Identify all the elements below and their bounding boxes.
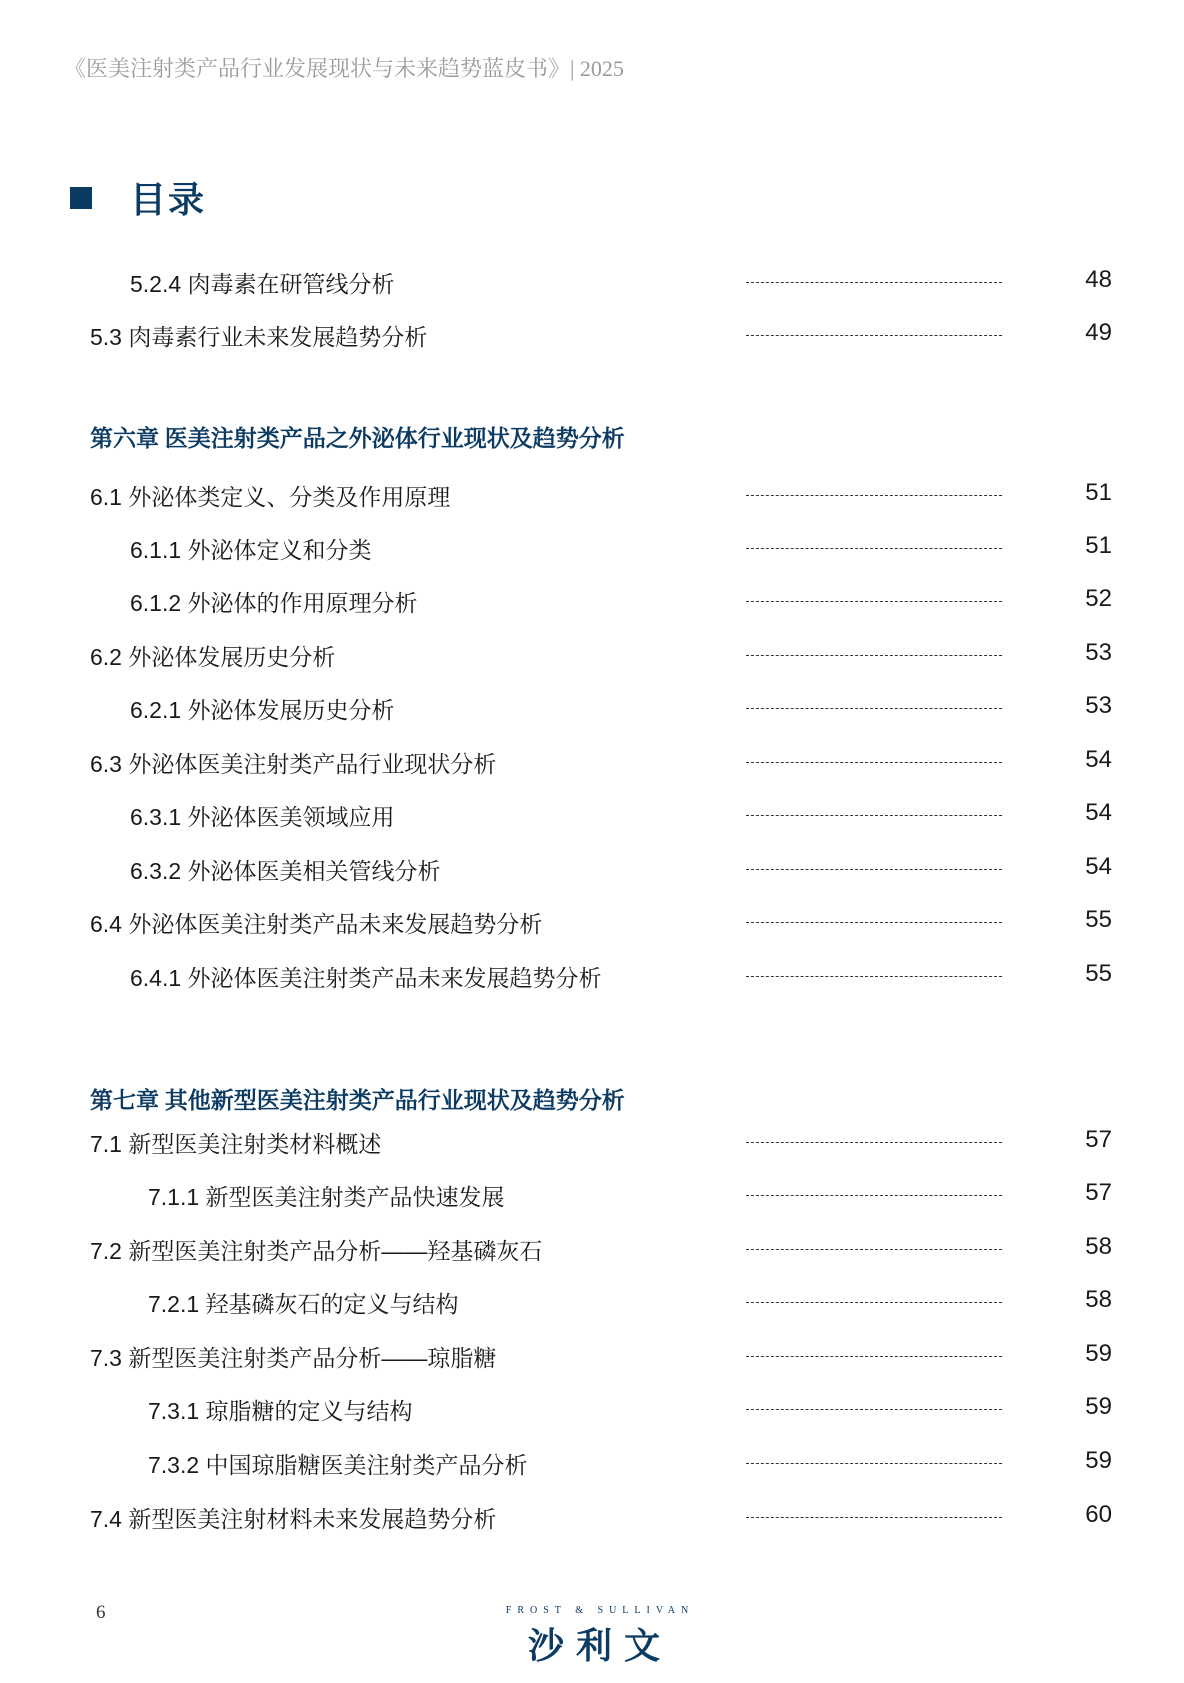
toc-leader	[746, 708, 1002, 709]
toc-entry-label: 6.1 外泌体类定义、分类及作用原理	[90, 484, 451, 510]
frost-sullivan-logo	[500, 1605, 700, 1669]
toc-entry[interactable]	[0, 579, 1184, 619]
toc-entry[interactable]	[0, 793, 1184, 833]
toc-leader	[746, 1302, 1002, 1303]
toc-leader	[746, 548, 1002, 549]
toc-entry-page: 59	[1085, 1340, 1112, 1367]
toc-entry-page: 48	[1085, 266, 1112, 293]
toc-entry-label: 5.2.4 肉毒素在研管线分析	[130, 271, 395, 297]
toc-entry-page: 51	[1085, 532, 1112, 559]
toc-leader	[746, 976, 1002, 977]
toc-entry-page: 53	[1085, 639, 1112, 666]
toc-entry[interactable]	[0, 1387, 1184, 1427]
toc-entry-label: 7.3 新型医美注射类产品分析——琼脂糖	[90, 1345, 497, 1371]
toc-entry-label: 6.4.1 外泌体医美注射类产品未来发展趋势分析	[130, 965, 602, 991]
toc-entry-label: 6.3.2 外泌体医美相关管线分析	[130, 858, 441, 884]
toc-entry-label: 7.1.1 新型医美注射类产品快速发展	[148, 1184, 505, 1210]
toc-entry-page: 53	[1085, 692, 1112, 719]
toc-entry-label: 5.3 肉毒素行业未来发展趋势分析	[90, 324, 428, 350]
toc-leader	[746, 282, 1002, 283]
toc-entry-label: 7.3.2 中国琼脂糖医美注射类产品分析	[148, 1452, 528, 1478]
toc-leader	[746, 1142, 1002, 1143]
toc-entry-page: 55	[1085, 960, 1112, 987]
toc-entry[interactable]	[0, 900, 1184, 940]
toc-entry-label: 7.2 新型医美注射类产品分析——羟基磷灰石	[90, 1238, 543, 1264]
toc-leader	[746, 1409, 1002, 1410]
toc-leader	[746, 1517, 1002, 1518]
toc-entry-page: 51	[1085, 479, 1112, 506]
toc-entry-label: 7.3.1 琼脂糖的定义与结构	[148, 1398, 413, 1424]
toc-entry-page: 55	[1085, 906, 1112, 933]
toc-entry[interactable]	[0, 686, 1184, 726]
toc-leader	[746, 1463, 1002, 1464]
toc-entry[interactable]	[0, 1120, 1184, 1160]
toc-leader	[746, 1249, 1002, 1250]
title-square-icon	[70, 187, 92, 209]
toc-entry[interactable]	[0, 473, 1184, 513]
logo-chinese-text: 沙利文	[527, 1625, 672, 1666]
toc-entry-label: 7.1 新型医美注射类材料概述	[90, 1131, 382, 1157]
toc-entry-label: 6.2 外泌体发展历史分析	[90, 644, 336, 670]
title-block	[70, 172, 206, 223]
toc-entry[interactable]	[0, 1173, 1184, 1213]
page-number: 6	[96, 1602, 106, 1623]
toc-entry-page: 59	[1085, 1447, 1112, 1474]
toc-entry-page: 58	[1085, 1286, 1112, 1313]
chapter-heading[interactable]: 第六章 医美注射类产品之外泌体行业现状及趋势分析	[90, 426, 625, 451]
document-header: 《医美注射类产品行业发展现状与未来趋势蓝皮书》| 2025	[64, 56, 624, 81]
toc-entry-label: 6.2.1 外泌体发展历史分析	[130, 697, 395, 723]
toc-entry-page: 49	[1085, 319, 1112, 346]
toc-entry[interactable]	[0, 1441, 1184, 1481]
toc-entry[interactable]	[0, 1495, 1184, 1535]
toc-entry-label: 7.4 新型医美注射材料未来发展趋势分析	[90, 1506, 497, 1532]
toc-leader	[746, 601, 1002, 602]
toc-leader	[746, 335, 1002, 336]
toc-leader	[746, 815, 1002, 816]
toc-entry[interactable]	[0, 740, 1184, 780]
toc-entry-page: 52	[1085, 585, 1112, 612]
toc-entry[interactable]	[0, 1334, 1184, 1374]
toc-entry[interactable]	[0, 260, 1184, 300]
toc-entry[interactable]	[0, 633, 1184, 673]
toc-leader	[746, 1356, 1002, 1357]
toc-leader	[746, 762, 1002, 763]
toc-leader	[746, 655, 1002, 656]
toc-entry-label: 6.3 外泌体医美注射类产品行业现状分析	[90, 751, 497, 777]
toc-entry-label: 6.1.1 外泌体定义和分类	[130, 537, 372, 563]
toc-entry-page: 54	[1085, 853, 1112, 880]
page-title: 目录	[130, 179, 207, 220]
toc-entry-label: 6.3.1 外泌体医美领域应用	[130, 804, 395, 830]
toc-entry[interactable]	[0, 313, 1184, 353]
toc-leader	[746, 869, 1002, 870]
toc-entry-page: 57	[1085, 1126, 1112, 1153]
toc-entry-label: 6.4 外泌体医美注射类产品未来发展趋势分析	[90, 911, 543, 937]
chapter-heading[interactable]: 第七章 其他新型医美注射类产品行业现状及趋势分析	[90, 1088, 625, 1113]
toc-entry-label: 6.1.2 外泌体的作用原理分析	[130, 590, 418, 616]
toc-entry-page: 57	[1085, 1179, 1112, 1206]
toc-entry-page: 60	[1085, 1501, 1112, 1528]
toc-entry[interactable]	[0, 954, 1184, 994]
toc-entry-page: 54	[1085, 799, 1112, 826]
toc-leader	[746, 922, 1002, 923]
toc-entry[interactable]	[0, 847, 1184, 887]
toc-entry-label: 7.2.1 羟基磷灰石的定义与结构	[148, 1291, 459, 1317]
toc-leader	[746, 495, 1002, 496]
logo-english-text: FROST & SULLIVAN	[505, 1605, 695, 1616]
toc-entry-page: 54	[1085, 746, 1112, 773]
toc-entry[interactable]	[0, 1227, 1184, 1267]
toc-entry-page: 58	[1085, 1233, 1112, 1260]
toc-entry[interactable]	[0, 1280, 1184, 1320]
toc-entry-page: 59	[1085, 1393, 1112, 1420]
toc-leader	[746, 1195, 1002, 1196]
toc-entry[interactable]	[0, 526, 1184, 566]
